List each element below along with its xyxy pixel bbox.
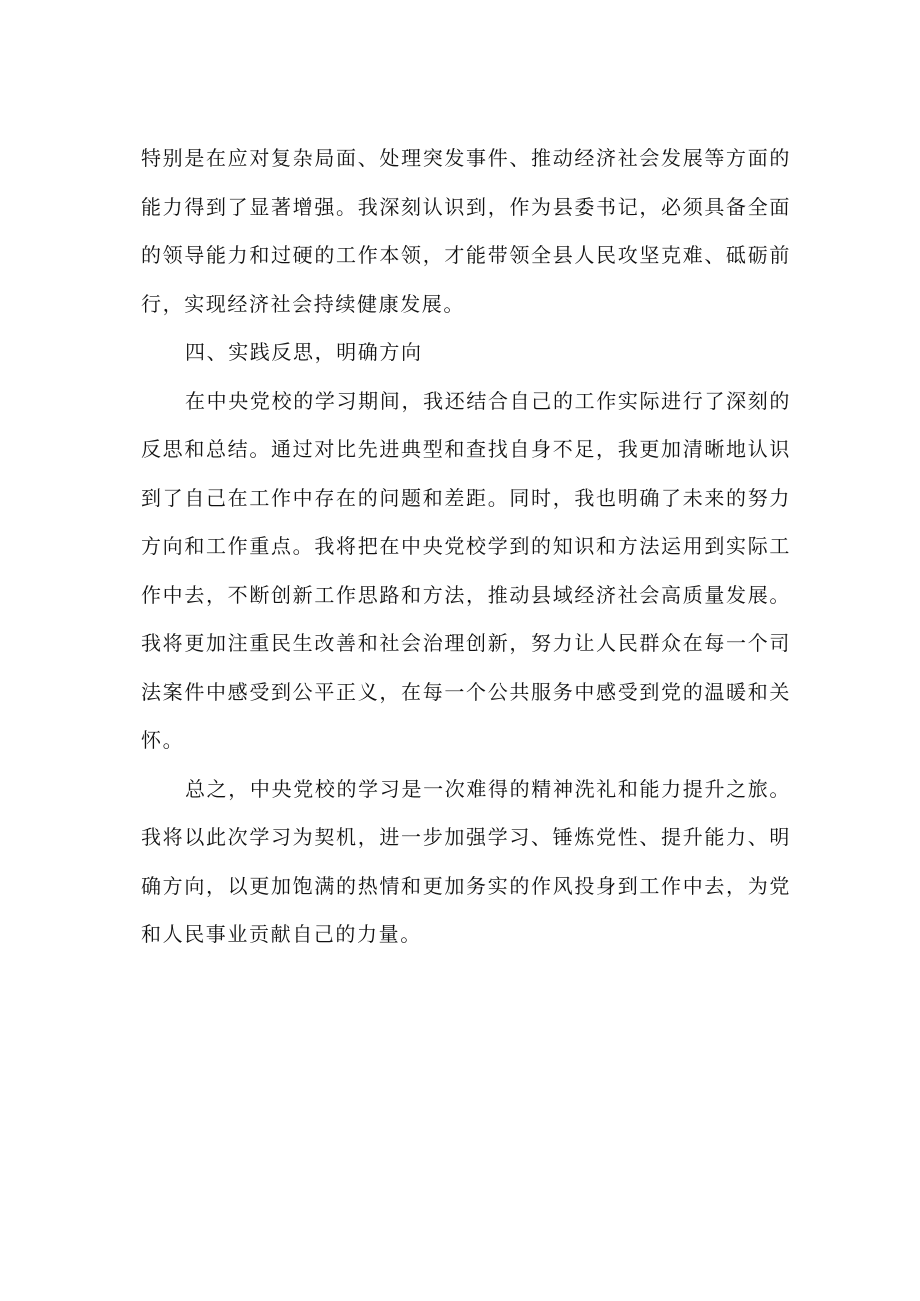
text-line: 确方向，以更加饱满的热情和更加务实的作风投身到工作中去，为党	[141, 873, 791, 898]
text-line: 特别是在应对复杂局面、处理突发事件、推动经济社会发展等方面的	[141, 146, 791, 170]
paragraph-conclusion	[141, 765, 791, 959]
text-line: 能力得到了显著增强。我深刻认识到，作为县委书记，必须具备全面	[141, 194, 791, 219]
text-line: 和人民事业贡献自己的力量。	[141, 922, 422, 946]
text-line: 总之，中央党校的学习是一次难得的精神洗礼和能力提升之旅。	[185, 776, 791, 801]
text-line: 到了自己在工作中存在的问题和差距。同时，我也明确了未来的努力	[141, 485, 791, 510]
text-line: 反思和总结。通过对比先进典型和查找自身不足，我更加清晰地认识	[141, 437, 791, 461]
paragraph-continuation	[141, 134, 791, 328]
paragraph-reflection	[141, 377, 791, 765]
text-line: 我将以此次学习为契机，进一步加强学习、锤炼党性、提升能力、明	[141, 825, 791, 849]
section-heading: 四、实践反思，明确方向	[185, 340, 423, 364]
text-line: 的领导能力和过硬的工作本领，才能带领全县人民攻坚克难、砥砺前	[141, 243, 791, 267]
text-line: 在中央党校的学习期间，我还结合自己的工作实际进行了深刻的	[185, 388, 791, 413]
text-line: 怀。	[141, 728, 185, 752]
text-line: 法案件中感受到公平正义，在每一个公共服务中感受到党的温暖和关	[141, 679, 791, 704]
text-line: 行，实现经济社会持续健康发展。	[141, 291, 465, 316]
text-line: 作中去，不断创新工作思路和方法，推动县域经济社会高质量发展。	[141, 582, 791, 607]
document-body	[141, 134, 791, 959]
text-line: 我将更加注重民生改善和社会治理创新，努力让人民群众在每一个司	[141, 631, 791, 655]
text-line: 方向和工作重点。我将把在中央党校学到的知识和方法运用到实际工	[141, 534, 791, 558]
